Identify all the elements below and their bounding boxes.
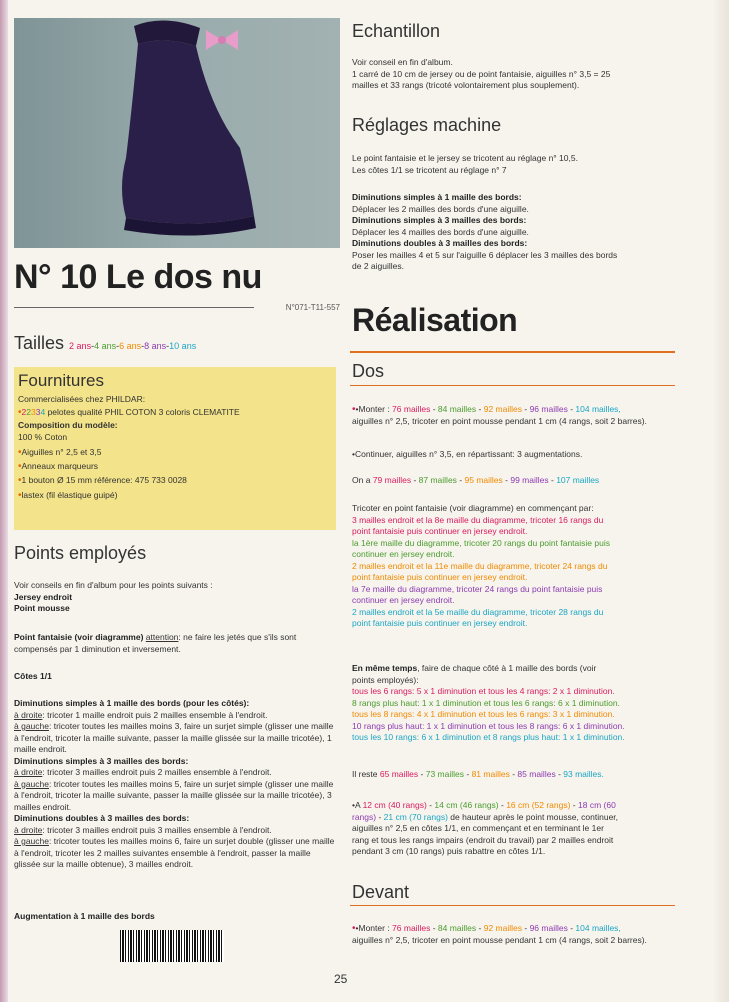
supply-item: •lastex (fil élastique guipé) bbox=[18, 490, 118, 501]
fancy-stitch-instructions: Tricoter en point fantaisie (voir diagramme) en commençant par: 3 mailles endroit et la 8e maille du diagramme, tricoter 16 rangs du point fantaisie puis continuer en jersey endroit. la 1ère maille du diagramme, tricoter 20 rangs du point fantaisie puis continuer en jersey endroit. 2 mailles endroit et la 11e maille du diagramme, tricoter 24 rangs du point fantaisie puis continuer en jersey endroit. la 7e maille du diagramme, tricoter 24 rangs du point fantaisie puis continuer en jersey endroit. 2 mailles endroit et la 5e maille du diagramme, tricoter 28 rangs du point fantaisie puis continuer en jersey endroit. bbox=[352, 503, 610, 628]
stitches-intro: Voir conseils en fin d'album pour les points suivants : Jersey endroit Point mousse bbox=[14, 580, 213, 613]
decrease-instructions: Diminutions simples à 1 maille des bords (pour les côtés): à droite: tricoter 1 maille endroit puis 2 mailles ensemble à l'endroit. à gauche: tricoter toutes les mailles moins 3, faire un surjet simple (glisser une maille à l'endroit, tricoter la maille suivante, passer la maille glissée sur la maille tricotée), 1 maille endroit. Diminutions simples à 3 mailles des bords: à droite: tricoter 3 mailles endroit puis 2 mailles ensemble à l'endroit. à gauche: tricoter toutes les mailles moins 5, faire un surjet simple (glisser une maille à l'endroit, tricoter la maille suivante, passer la maille glissée sur la maille tricotée), 3 mailles endroit. Diminutions doubles à 3 mailles des bords: à droite: tricoter 3 mailles endroit puis 3 mailles ensemble à l'endroit. à gauche: tricoter toutes les mailles moins 6, faire un surjet double (glisser une maille à l'endroit, tricoter les 2 mailles suivantes ensemble à l'endroit, passer la maille glissée sur la maille obtenue), 3 mailles endroit. bbox=[14, 698, 335, 869]
back-cast-on: ••Monter : 76 mailles - 84 mailles - 92 mailles - 96 mailles - 104 mailles, aiguilles n° 2,5, tricoter en point mousse pendant 1 cm (4 rangs, soit 2 barres). bbox=[352, 404, 647, 426]
barcode bbox=[120, 930, 224, 962]
front-rule bbox=[350, 905, 675, 906]
pattern-title: N° 10 Le dos nu bbox=[14, 258, 262, 296]
machine-decreases: Diminutions simples à 1 maille des bords: Déplacer les 2 mailles des bords d'une aiguille. Diminutions simples à 3 mailles des bords: Déplacer les 4 mailles des bords d'une aiguille. Diminutions doubles à 3 mailles des bords: Poser les mailles 4 et 5 sur l'aiguille 6 déplacer les 3 mailles des bords de 2 aiguilles. bbox=[352, 192, 618, 271]
product-photo bbox=[14, 18, 340, 248]
stitches-heading: Points employés bbox=[14, 543, 147, 563]
supplies-heading: Fournitures bbox=[18, 371, 104, 390]
composition-label: Composition du modèle: bbox=[18, 420, 118, 430]
supplies-vendor: Commercialisées chez PHILDAR: bbox=[18, 394, 146, 404]
gauge-heading: Echantillon bbox=[352, 21, 441, 41]
reference-number: N°071-T11-557 bbox=[285, 303, 340, 312]
back-stitch-count: On a 79 mailles - 87 mailles - 95 mailles - 99 mailles - 107 mailles bbox=[352, 475, 600, 485]
machine-heading: Réglages machine bbox=[352, 115, 502, 135]
realisation-heading: Réalisation bbox=[352, 302, 518, 338]
composition-value: 100 % Coton bbox=[18, 432, 68, 442]
halter-top-illustration bbox=[14, 18, 340, 248]
size-6: 6 ans bbox=[119, 341, 142, 351]
supplies-yarn: •22334 pelotes qualité PHIL COTON 3 coloris CLEMATITE bbox=[18, 407, 240, 418]
sizes-label: Tailles bbox=[14, 333, 65, 353]
size-2: 2 ans bbox=[69, 341, 92, 351]
fancy-stitch-note: Point fantaisie (voir diagramme) attention: ne faire les jetés que s'ils sont compensés par 1 diminution et inversement. bbox=[14, 632, 297, 654]
back-continue: •Continuer, aiguilles n° 3,5, en répartissant: 3 augmentations. bbox=[352, 449, 583, 459]
gauge-text: Voir conseil en fin d'album. 1 carré de 10 cm de jersey ou de point fantaisie, aiguilles n° 3,5 = 25 mailles et 33 rangs (tricoté volontairement plus souplement). bbox=[352, 57, 611, 90]
binding-edge bbox=[0, 0, 8, 1002]
increase-title: Augmentation à 1 maille des bords bbox=[14, 911, 155, 921]
front-cast-on: ••Monter : 76 mailles - 84 mailles - 92 mailles - 96 mailles - 104 mailles, aiguilles n° 2,5, tricoter en point mousse pendant 1 cm (4 rangs, soit 2 barres). bbox=[352, 923, 647, 945]
page-edge bbox=[712, 0, 729, 1002]
machine-settings: Le point fantaisie et le jersey se tricotent au réglage n° 10,5. Les côtes 1/1 se tricotent au réglage n° 7 bbox=[352, 153, 578, 175]
size-8: 8 ans bbox=[144, 341, 167, 351]
front-heading: Devant bbox=[352, 882, 410, 902]
ribbing-label: Côtes 1/1 bbox=[14, 671, 52, 681]
ribbing-instructions: •A 12 cm (40 rangs) - 14 cm (46 rangs) - 16 cm (52 rangs) - 18 cm (60 rangs) - 21 cm (70 rangs) de hauteur après le point mousse, continuer, aiguilles n° 2,5 en côtes 1/1, en commençant et en terminant le 1er rang et tous les rangs impairs (endroit du travail) par 2 mailles endroit pendant 3 cm (10 rangs) puis rabattre en côtes 1/1. bbox=[352, 800, 619, 856]
page-number: 25 bbox=[334, 972, 348, 986]
sizes-line: Tailles 2 ans-4 ans-6 ans-8 ans-10 ans bbox=[14, 333, 197, 353]
remaining-stitches: Il reste 65 mailles - 73 mailles - 81 mailles - 85 mailles - 93 mailles. bbox=[352, 769, 604, 779]
size-10: 10 ans bbox=[169, 341, 197, 351]
shaping-instructions: En même temps, faire de chaque côté à 1 maille des bords (voir points employés): tous les 6 rangs: 5 x 1 diminution et tous les 4 rangs: 2 x 1 diminution. 8 rangs plus haut: 1 x 1 diminution et tous les 6 rangs: 6 x 1 diminution. tous les 8 rangs: 4 x 1 diminution et tous les 6 rangs: 3 x 1 diminution. 10 rangs plus haut: 1 x 1 diminution et tous les 8 rangs: 6 x 1 diminution. tous les 10 rangs: 6 x 1 diminution et 8 rangs plus haut: 1 x 1 diminution. bbox=[352, 663, 625, 742]
supplies-box bbox=[14, 367, 336, 530]
back-heading: Dos bbox=[352, 361, 385, 381]
supply-item: •Aiguilles n° 2,5 et 3,5 bbox=[18, 447, 102, 458]
supply-item: •1 bouton Ø 15 mm référence: 475 733 0028 bbox=[18, 475, 187, 486]
supply-item: •Anneaux marqueurs bbox=[18, 461, 99, 472]
back-rule bbox=[350, 385, 675, 386]
size-4: 4 ans bbox=[94, 341, 117, 351]
section-rule bbox=[350, 351, 675, 353]
